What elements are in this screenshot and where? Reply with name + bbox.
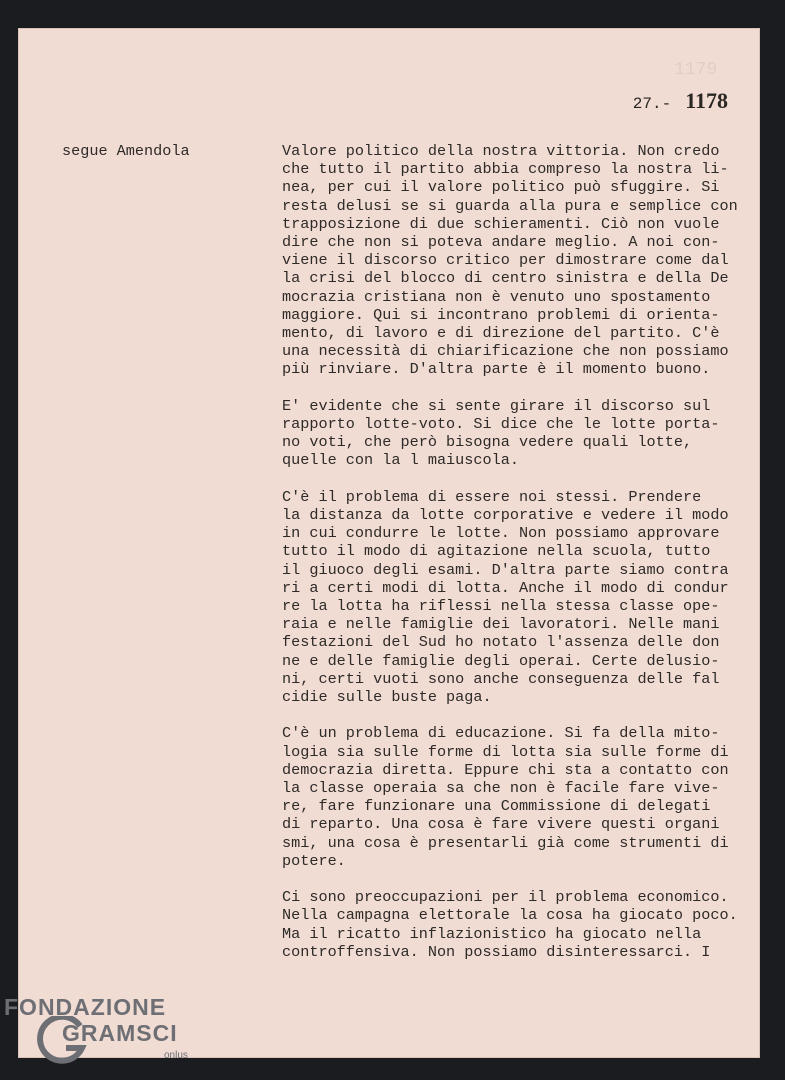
text-line: viene il discorso critico per dimostrare come dal: [282, 251, 729, 270]
logo-line-3: onlus: [164, 1050, 188, 1061]
text-line: trapposizione di due schieramenti. Ciò non vuole: [282, 214, 720, 233]
text-line: più rinviare. D'altra parte è il momento buono.: [282, 360, 711, 379]
text-line: che tutto il partito abbia compreso la nostra li-: [282, 160, 729, 179]
logo-line-1: FONDAZIONE: [4, 994, 167, 1020]
text-line: la crisi del blocco di centro sinistra e della De: [282, 269, 729, 288]
text-line: Nella campagna elettorale la cosa ha giocato poco.: [282, 906, 738, 925]
text-line: il giuoco degli esami. D'altra parte siamo contra: [282, 560, 729, 579]
text-line: nea, per cui il valore politico può sfuggire. Si: [282, 178, 720, 197]
text-line: cidie sulle buste paga.: [282, 688, 492, 707]
bleed-through-text: 1179: [674, 60, 718, 80]
text-line: di reparto. Una cosa è fare vivere questi organi: [282, 815, 720, 834]
page-header: [633, 88, 728, 114]
text-line: tutto il modo di agitazione nella scuola, tutto: [282, 542, 711, 561]
text-line: maggiore. Qui si incontrano problemi di orienta-: [282, 305, 720, 324]
text-line: ne e delle famiglie degli operai. Certe delusio-: [282, 651, 720, 670]
text-line: Ci sono preoccupazioni per il problema economico.: [282, 888, 729, 907]
paragraph: [282, 397, 752, 470]
transcript-body: [282, 142, 752, 979]
text-line: dire che non si poteva andare meglio. A noi con-: [282, 233, 720, 252]
text-line: re la lotta ha riflessi nella stessa classe ope-: [282, 597, 720, 616]
text-line: una necessità di chiarificazione che non possiamo: [282, 342, 729, 361]
page-number: 1178: [685, 88, 728, 113]
text-line: rapporto lotte-voto. Si dice che le lotte porta-: [282, 415, 720, 434]
text-line: ni, certi vuoti sono anche conseguenza delle fal: [282, 669, 720, 688]
text-line: raia e nelle famiglie dei lavoratori. Nelle mani: [282, 615, 720, 634]
text-line: resta delusi se si guarda alla pura e semplice con: [282, 196, 738, 215]
text-line: festazioni del Sud ho notato l'assenza delle don: [282, 633, 720, 652]
paragraph: [282, 724, 752, 870]
paragraph: [282, 488, 752, 706]
text-line: mento, di lavoro e di direzione del partito. C'è: [282, 324, 720, 343]
text-line: la classe operaia sa che non è facile fare vive-: [282, 779, 720, 798]
text-line: la distanza da lotte corporative e vedere il modo: [282, 506, 729, 525]
text-line: re, fare funzionare una Commissione di delegati: [282, 797, 711, 816]
logo-line-2: GRAMSCI: [62, 1020, 178, 1046]
text-line: mocrazia cristiana non è venuto uno spostamento: [282, 287, 711, 306]
text-line: smi, una cosa è presentarli già come strumenti di: [282, 833, 729, 852]
text-line: controffensiva. Non possiamo disinteressarci. I: [282, 942, 711, 961]
text-line: E' evidente che si sente girare il discorso sul: [282, 396, 711, 415]
text-line: logia sia sulle forme di lotta sia sulle forme di: [282, 742, 729, 761]
document-page: [18, 28, 760, 1058]
text-line: C'è un problema di educazione. Si fa della mito-: [282, 724, 720, 743]
text-line: democrazia diretta. Eppure chi sta a contatto con: [282, 760, 729, 779]
text-line: Ma il ricatto inflazionistico ha giocato nella: [282, 924, 702, 943]
fondazione-gramsci-logo: [4, 994, 204, 1064]
text-line: C'è il problema di essere noi stessi. Prendere: [282, 487, 702, 506]
paragraph: [282, 888, 752, 961]
text-line: in cui condurre le lotte. Non possiamo approvare: [282, 524, 720, 543]
speaker-label: segue Amendola: [62, 142, 190, 160]
text-line: Valore politico della nostra vittoria. Non credo: [282, 142, 720, 160]
page-prefix: 27.-: [632, 95, 672, 113]
text-line: ri a certi modi di lotta. Anche il modo di condur: [282, 578, 729, 597]
text-line: quelle con la l maiuscola.: [282, 451, 519, 470]
text-line: potere.: [282, 851, 346, 870]
paragraph: [282, 142, 752, 379]
text-line: no voti, che però bisogna vedere quali lotte,: [282, 433, 693, 452]
